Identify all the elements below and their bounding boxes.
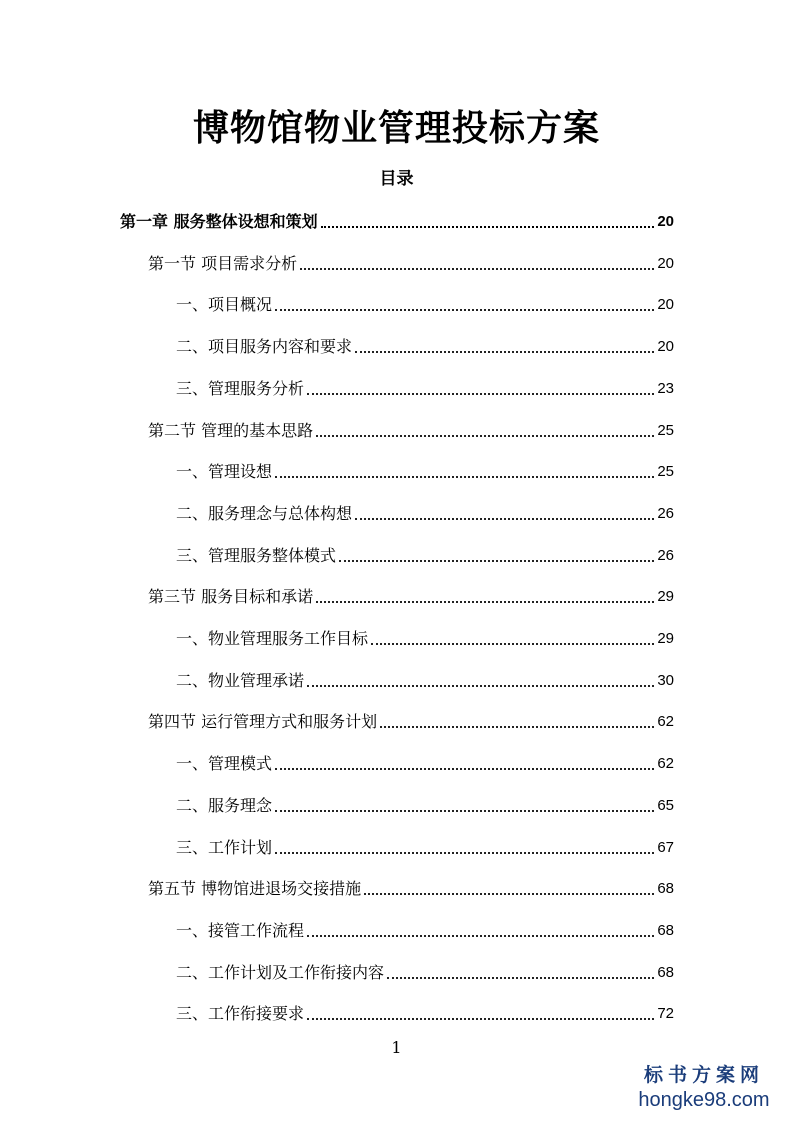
- toc-entry-label: 一、接管工作流程: [176, 921, 305, 940]
- toc-entry[interactable]: [176, 916, 674, 942]
- toc-entry-page: 26: [657, 547, 674, 564]
- toc-entry[interactable]: [176, 791, 674, 817]
- toc-entry-label: 二、服务理念: [176, 796, 273, 815]
- toc-entry-label: 三、工作计划: [176, 838, 273, 857]
- toc-dot-leader: [387, 977, 654, 979]
- toc-entry-label: 一、项目概况: [176, 295, 273, 314]
- toc-entry-label: 第五节 博物馆进退场交接措施: [148, 879, 362, 898]
- toc-entry-page: 62: [657, 755, 674, 772]
- toc-entry-label: 三、工作衔接要求: [176, 1004, 305, 1023]
- document-title: 博物馆物业管理投标方案: [192, 108, 600, 149]
- toc-dot-leader: [355, 351, 654, 353]
- toc-entry-page: 67: [657, 839, 674, 856]
- toc-dot-leader: [371, 643, 654, 645]
- toc-entry[interactable]: [176, 624, 674, 650]
- toc-entry[interactable]: [176, 749, 674, 775]
- toc-entry-label: 一、管理设想: [176, 462, 273, 481]
- toc-entry[interactable]: [176, 666, 674, 692]
- toc-entry-page: 25: [657, 422, 674, 439]
- toc-entry-label: 一、物业管理服务工作目标: [176, 629, 369, 648]
- toc-entry[interactable]: [148, 416, 674, 442]
- toc-entry-page: 29: [657, 588, 674, 605]
- toc-entry[interactable]: [176, 332, 674, 358]
- toc-dot-leader: [307, 1018, 654, 1020]
- toc-dot-leader: [380, 726, 654, 728]
- toc-entry[interactable]: [176, 457, 674, 483]
- toc-entry[interactable]: [148, 707, 674, 733]
- toc-entry-label: 二、物业管理承诺: [176, 671, 305, 690]
- toc-dot-leader: [275, 768, 654, 770]
- toc-dot-leader: [316, 601, 654, 603]
- toc-entry[interactable]: [176, 999, 674, 1025]
- toc-dot-leader: [275, 309, 654, 311]
- toc-entry-label: 二、项目服务内容和要求: [176, 337, 353, 356]
- toc-entry[interactable]: [176, 374, 674, 400]
- toc-entry[interactable]: [176, 958, 674, 984]
- toc-entry-page: 20: [657, 338, 674, 355]
- toc-entry[interactable]: [176, 833, 674, 859]
- toc-entry-page: 65: [657, 797, 674, 814]
- toc-entry-label: 一、管理模式: [176, 754, 273, 773]
- toc-entry-label: 二、服务理念与总体构想: [176, 504, 353, 523]
- toc-dot-leader: [321, 226, 655, 228]
- toc-entry[interactable]: [148, 249, 674, 275]
- toc-dot-leader: [300, 268, 654, 270]
- toc-dot-leader: [307, 393, 654, 395]
- toc-dot-leader: [355, 518, 654, 520]
- toc-dot-leader: [275, 476, 654, 478]
- toc-entry-label: 三、管理服务整体模式: [176, 546, 337, 565]
- toc-entry-label: 第一章 服务整体设想和策划: [120, 212, 318, 231]
- toc-dot-leader: [307, 685, 654, 687]
- toc-entry-page: 68: [657, 880, 674, 897]
- toc-entry[interactable]: [176, 499, 674, 525]
- toc-dot-leader: [364, 893, 654, 895]
- toc-entry-label: 二、工作计划及工作衔接内容: [176, 963, 385, 982]
- toc-entry[interactable]: [176, 290, 674, 316]
- toc-entry-page: 20: [657, 255, 674, 272]
- toc-entry[interactable]: [176, 541, 674, 567]
- toc-entry-page: 68: [657, 964, 674, 981]
- toc-entry[interactable]: [148, 874, 674, 900]
- toc-entry-page: 26: [657, 505, 674, 522]
- watermark-url: hongke98.com: [638, 1089, 770, 1111]
- toc-entry-page: 30: [657, 672, 674, 689]
- toc-entry-page: 20: [657, 213, 674, 230]
- toc-entry-page: 68: [657, 922, 674, 939]
- toc-entry[interactable]: [148, 582, 674, 608]
- toc-entry-page: 62: [657, 713, 674, 730]
- toc-entry-label: 三、管理服务分析: [176, 379, 305, 398]
- watermark: [629, 1062, 779, 1112]
- toc-entry-label: 第四节 运行管理方式和服务计划: [148, 712, 378, 731]
- toc-entry-label: 第三节 服务目标和承诺: [148, 587, 314, 606]
- toc-dot-leader: [307, 935, 654, 937]
- toc-entry[interactable]: [120, 207, 674, 233]
- page-number: 1: [391, 1038, 402, 1057]
- watermark-site-name: 标书方案网: [643, 1064, 764, 1086]
- toc-dot-leader: [339, 560, 654, 562]
- toc-entry-label: 第二节 管理的基本思路: [148, 421, 314, 440]
- toc-dot-leader: [275, 810, 654, 812]
- toc-entry-page: 25: [657, 463, 674, 480]
- toc-dot-leader: [275, 852, 654, 854]
- toc-entry-page: 20: [657, 296, 674, 313]
- toc-entry-label: 第一节 项目需求分析: [148, 254, 298, 273]
- toc-entry-page: 23: [657, 380, 674, 397]
- toc-dot-leader: [316, 435, 654, 437]
- toc-entry-page: 29: [657, 630, 674, 647]
- toc-entry-page: 72: [657, 1005, 674, 1022]
- toc-heading: 目录: [379, 169, 414, 189]
